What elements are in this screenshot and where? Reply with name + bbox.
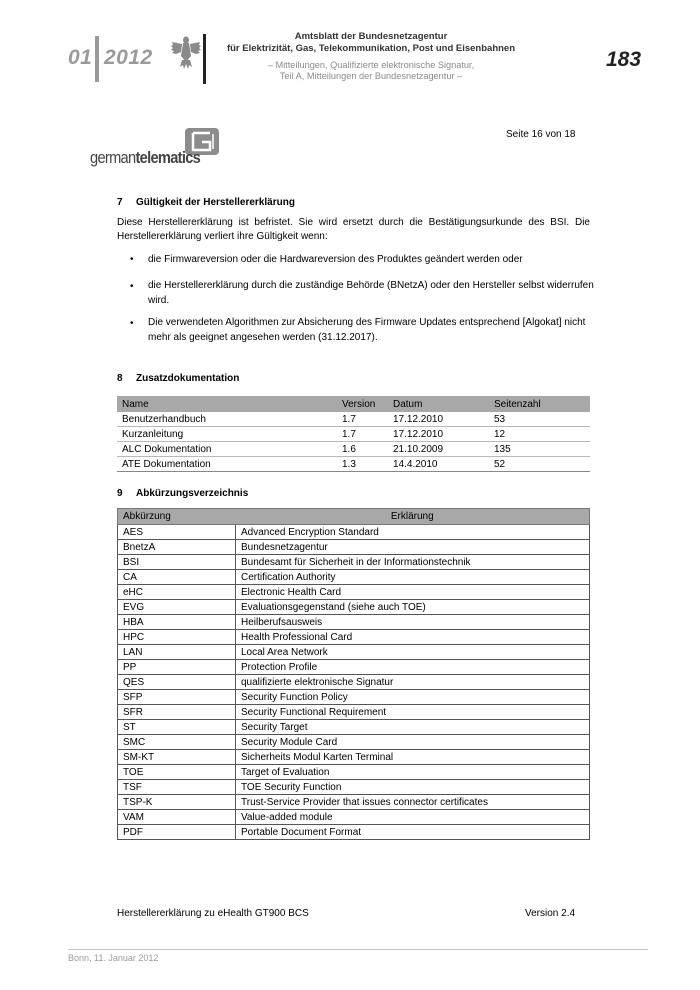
abbreviation-cell: TOE: [118, 765, 236, 780]
bullet-2-text: [148, 278, 608, 308]
logo-text-bold: telematics: [135, 148, 201, 167]
table-row: [118, 585, 590, 600]
footer-document-title: Herstellererklärung zu eHealth GT900 BCS: [117, 908, 309, 919]
abbreviation-cell: SFR: [118, 705, 236, 720]
explanation-cell: Portable Document Format: [236, 825, 590, 840]
bullet-2-line2: wird.: [148, 295, 170, 306]
federal-eagle-icon: [170, 34, 202, 70]
explanation-cell: Certification Authority: [236, 570, 590, 585]
explanation-cell: qualifizierte elektronische Signatur: [236, 675, 590, 690]
table-row: [118, 615, 590, 630]
table-row: [118, 675, 590, 690]
abbreviation-rows: [118, 525, 590, 840]
documentation-header-row: [117, 396, 590, 412]
section-9-title: Abkürzungsverzeichnis: [136, 488, 249, 499]
gazette-title-line1: Amtsblatt der Bundesnetzagentur: [294, 31, 448, 42]
doc-pages-cell: 135: [489, 442, 590, 457]
col-version-header: Version: [337, 396, 388, 412]
bullet-3-line2: mehr als geeignet angesehen werden (31.12.2017).: [148, 332, 378, 343]
doc-name-cell: ALC Dokumentation: [117, 442, 337, 457]
gazette-subtitle-line2: Teil A, Mitteilungen der Bundesnetzagentur –: [279, 71, 463, 81]
abbreviation-cell: PDF: [118, 825, 236, 840]
col-name-header: Name: [117, 396, 337, 412]
table-row: [118, 795, 590, 810]
table-row: [118, 645, 590, 660]
section-7-title: Gültigkeit der Herstellererklärung: [136, 197, 295, 208]
bullet-2-line1: die Herstellererklärung durch die zuständige Behörde (BNetzA) oder den Hersteller selbst widerrufen: [148, 280, 594, 291]
doc-version-cell: 1.7: [337, 427, 388, 442]
page-of-label: Seite 16 von 18: [506, 129, 576, 140]
col-date-header: Datum: [388, 396, 489, 412]
abbreviation-cell: EVG: [118, 600, 236, 615]
explanation-cell: Security Target: [236, 720, 590, 735]
explanation-cell: Local Area Network: [236, 645, 590, 660]
explanation-cell: Security Functional Requirement: [236, 705, 590, 720]
doc-pages-cell: 12: [489, 427, 590, 442]
header-divider: [203, 34, 206, 84]
abbreviation-cell: VAM: [118, 810, 236, 825]
abbreviation-table: [117, 508, 590, 840]
table-row: [117, 457, 590, 472]
doc-date-cell: 17.12.2010: [388, 427, 489, 442]
logo-text-regular: german: [90, 148, 136, 167]
abbreviation-cell: SFP: [118, 690, 236, 705]
doc-date-cell: 17.12.2010: [388, 412, 489, 427]
abbreviation-cell: TSP-K: [118, 795, 236, 810]
footer-date: Bonn, 11. Januar 2012: [68, 953, 159, 963]
gazette-title-line2: für Elektrizität, Gas, Telekommunikation, Post und Eisenbahnen: [226, 42, 516, 54]
explanation-cell: Target of Evaluation: [236, 765, 590, 780]
bullet-1-line1: die Firmwareversion oder die Hardwareversion des Produktes geändert werden oder: [148, 254, 523, 265]
abbreviation-cell: AES: [118, 525, 236, 540]
table-row: [118, 735, 590, 750]
abbreviation-cell: SMC: [118, 735, 236, 750]
table-row: [118, 825, 590, 840]
abbreviation-cell: LAN: [118, 645, 236, 660]
abbreviation-cell: eHC: [118, 585, 236, 600]
table-row: [118, 600, 590, 615]
issue-year: 2012: [104, 46, 153, 69]
table-row: [118, 780, 590, 795]
doc-date-cell: 21.10.2009: [388, 442, 489, 457]
explanation-cell: Value-added module: [236, 810, 590, 825]
gazette-subtitle-line1: – Mitteilungen, Qualifizierte elektronische Signatur,: [267, 60, 475, 70]
table-row: [118, 720, 590, 735]
table-row: [118, 690, 590, 705]
section-8-number: 8: [117, 373, 123, 384]
explanation-cell: Heilberufsausweis: [236, 615, 590, 630]
footer-version: Version 2.4: [525, 908, 576, 919]
doc-name-cell: Benutzerhandbuch: [117, 412, 337, 427]
section-7-para-line2: Herstellererklärung verliert ihre Gültigkeit wenn:: [117, 230, 328, 242]
col-abbreviation-header: Abkürzung: [118, 509, 236, 525]
abbreviation-cell: SM-KT: [118, 750, 236, 765]
table-row: [118, 705, 590, 720]
bullet-3-line1: Die verwendeten Algorithmen zur Absicherung des Firmware Updates entsprechend [Algokat] nicht: [148, 317, 586, 328]
doc-version-cell: 1.6: [337, 442, 388, 457]
doc-version-cell: 1.3: [337, 457, 388, 472]
explanation-cell: Health Professional Card: [236, 630, 590, 645]
explanation-cell: Security Module Card: [236, 735, 590, 750]
abbreviation-cell: HPC: [118, 630, 236, 645]
documentation-table: [117, 396, 590, 472]
explanation-cell: Evaluationsgegenstand (siehe auch TOE): [236, 600, 590, 615]
table-row: [118, 810, 590, 825]
section-9-number: 9: [117, 488, 123, 499]
abbreviation-header-row: [118, 509, 590, 525]
footer-divider: [68, 949, 648, 950]
abbreviation-cell: CA: [118, 570, 236, 585]
explanation-cell: TOE Security Function: [236, 780, 590, 795]
company-logo-text: [90, 148, 200, 168]
section-8-title: Zusatzdokumentation: [136, 373, 240, 384]
table-row: [118, 525, 590, 540]
section-7-paragraph: [117, 216, 590, 243]
bullet-3-text: [148, 315, 608, 345]
explanation-cell: Protection Profile: [236, 660, 590, 675]
table-row: [117, 412, 590, 427]
doc-pages-cell: 53: [489, 412, 590, 427]
doc-version-cell: 1.7: [337, 412, 388, 427]
col-explanation-header: Erklärung: [236, 509, 590, 525]
doc-date-cell: 14.4.2010: [388, 457, 489, 472]
bullet-3-marker: •: [130, 318, 134, 329]
doc-pages-cell: 52: [489, 457, 590, 472]
table-row: [118, 555, 590, 570]
doc-name-cell: ATE Dokumentation: [117, 457, 337, 472]
gazette-title: [216, 31, 526, 54]
doc-name-cell: Kurzanleitung: [117, 427, 337, 442]
abbreviation-cell: TSF: [118, 780, 236, 795]
issue-number: 01: [68, 46, 93, 69]
abbreviation-cell: BnetzA: [118, 540, 236, 555]
abbreviation-cell: BSI: [118, 555, 236, 570]
bullet-1-text: [148, 252, 608, 267]
abbreviation-cell: PP: [118, 660, 236, 675]
abbreviation-cell: QES: [118, 675, 236, 690]
section-7-para-line1: Diese Herstellererklärung ist befristet. Sie wird ersetzt durch die Bestätigungsurkunde des BSI. Die: [117, 217, 590, 228]
explanation-cell: Electronic Health Card: [236, 585, 590, 600]
abbreviation-cell: HBA: [118, 615, 236, 630]
bullet-1-marker: •: [130, 254, 134, 265]
table-row: [118, 750, 590, 765]
abbreviation-cell: ST: [118, 720, 236, 735]
page-number: 183: [606, 48, 642, 71]
bullet-2-marker: •: [130, 281, 134, 292]
table-row: [117, 427, 590, 442]
col-pages-header: Seitenzahl: [489, 396, 590, 412]
explanation-cell: Bundesamt für Sicherheit in der Informationstechnik: [236, 555, 590, 570]
table-row: [117, 442, 590, 457]
table-row: [118, 540, 590, 555]
explanation-cell: Advanced Encryption Standard: [236, 525, 590, 540]
table-row: [118, 570, 590, 585]
section-7-number: 7: [117, 197, 123, 208]
gazette-subtitle: [216, 60, 526, 82]
table-row: [118, 765, 590, 780]
explanation-cell: Trust-Service Provider that issues connector certificates: [236, 795, 590, 810]
explanation-cell: Security Function Policy: [236, 690, 590, 705]
explanation-cell: Bundesnetzagentur: [236, 540, 590, 555]
table-row: [118, 660, 590, 675]
issue-divider: [95, 36, 99, 82]
table-row: [118, 630, 590, 645]
explanation-cell: Sicherheits Modul Karten Terminal: [236, 750, 590, 765]
